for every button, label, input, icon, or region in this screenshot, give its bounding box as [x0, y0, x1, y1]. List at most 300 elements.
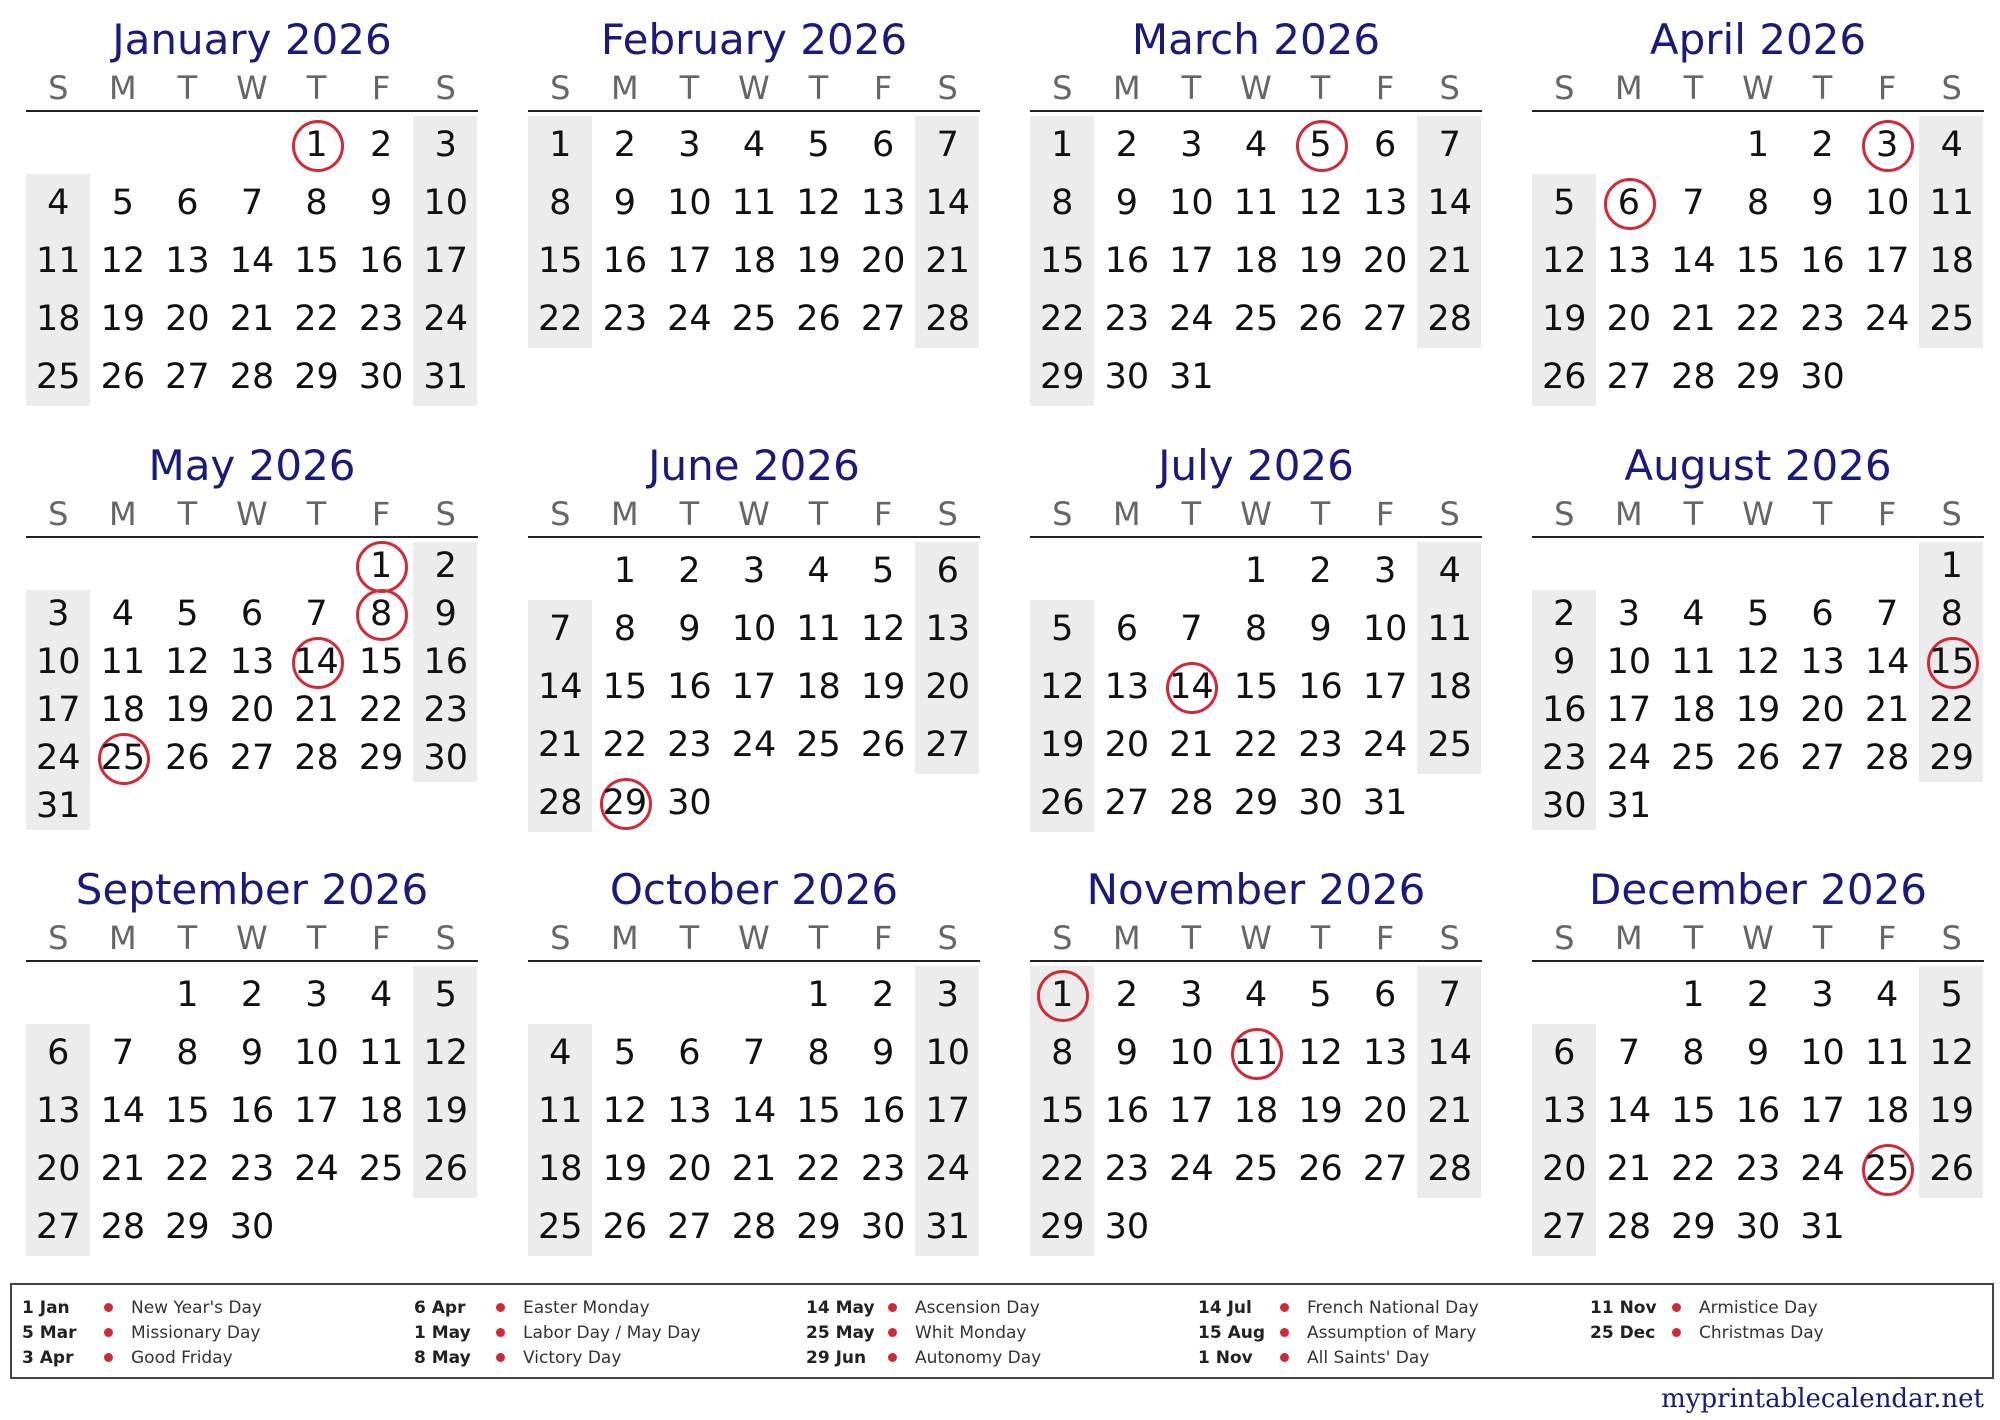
weekday-label: S: [937, 495, 958, 533]
day-number: 5: [1746, 594, 1770, 634]
legend-date: 8 May: [414, 1347, 471, 1368]
day-number: 12: [1542, 241, 1587, 281]
day-number: 23: [1104, 1149, 1150, 1189]
day-number: 25: [1233, 299, 1279, 339]
empty-cell: [1855, 348, 1920, 406]
day-cell: [1661, 966, 1726, 1024]
day-cell: [722, 1024, 787, 1082]
day-cell: [349, 638, 414, 686]
day-number: 8: [1244, 609, 1268, 649]
legend-date: 25 May: [806, 1322, 875, 1343]
day-number: 28: [1427, 1149, 1472, 1189]
day-cell: [1532, 590, 1597, 638]
holiday-day-cell: [1855, 116, 1920, 174]
day-cell: [26, 590, 91, 638]
weekday-label: S: [1439, 69, 1460, 107]
day-cell: [1030, 658, 1095, 716]
day-number: 8: [176, 1033, 199, 1073]
day-number: 24: [731, 725, 777, 765]
empty-cell: [1288, 348, 1353, 406]
day-number: 14: [1427, 183, 1472, 223]
day-cell: [657, 1140, 722, 1198]
day-number: 9: [1746, 1033, 1770, 1073]
day-number: 22: [294, 299, 339, 339]
day-number: 9: [240, 1033, 264, 1073]
day-number: 9: [1309, 609, 1332, 649]
day-number: 21: [1606, 1149, 1652, 1189]
day-number: 24: [925, 1149, 970, 1189]
holiday-day-cell: [1159, 658, 1224, 716]
day-number: 14: [1671, 241, 1716, 281]
month-title: October 2026: [609, 865, 899, 914]
day-cell: [1919, 116, 1984, 174]
day-cell: [851, 1082, 916, 1140]
day-cell: [1288, 1140, 1353, 1198]
legend-holiday-name: Ascension Day: [915, 1297, 1040, 1318]
day-cell: [1224, 1082, 1289, 1140]
day-cell: [1790, 348, 1855, 406]
day-number: 28: [925, 299, 970, 339]
empty-cell: [413, 1198, 478, 1256]
day-number: 1: [369, 546, 393, 586]
day-number: 15: [294, 241, 339, 281]
day-cell: [528, 658, 593, 716]
day-cell: [1790, 1140, 1855, 1198]
bullet-dot-icon: [1672, 1303, 1681, 1312]
day-number: 21: [731, 1149, 777, 1189]
day-number: 27: [860, 299, 906, 339]
day-cell: [220, 348, 285, 406]
day-number: 20: [1542, 1149, 1587, 1189]
day-cell: [1790, 966, 1855, 1024]
day-number: 23: [667, 725, 712, 765]
day-number: 27: [1362, 299, 1408, 339]
day-number: 31: [423, 357, 468, 397]
website-credit[interactable]: myprintablecalendar.net: [1661, 1384, 1984, 1414]
day-cell: [1790, 174, 1855, 232]
day-cell: [220, 686, 285, 734]
day-number: 18: [36, 299, 81, 339]
day-number: 5: [1309, 975, 1332, 1015]
day-number: 14: [731, 1091, 777, 1131]
day-number: 16: [1104, 241, 1150, 281]
empty-cell: [1855, 1198, 1920, 1256]
day-number: 14: [229, 241, 275, 281]
day-number: 9: [678, 609, 701, 649]
day-cell: [1661, 348, 1726, 406]
weekday-label: S: [1554, 495, 1575, 533]
day-number: 1: [176, 975, 199, 1015]
day-number: 25: [1671, 738, 1716, 778]
month-title: May 2026: [148, 441, 356, 490]
day-number: 1: [1051, 975, 1074, 1015]
day-number: 21: [1864, 690, 1910, 730]
day-cell: [284, 1140, 349, 1198]
day-number: 17: [667, 241, 712, 281]
weekday-label: W: [738, 919, 770, 957]
weekday-label: S: [48, 495, 69, 533]
day-cell: [1790, 232, 1855, 290]
day-cell: [1855, 638, 1920, 686]
day-number: 29: [796, 1207, 841, 1247]
day-cell: [657, 290, 722, 348]
day-number: 22: [165, 1149, 210, 1189]
day-cell: [915, 600, 980, 658]
day-cell: [1726, 290, 1791, 348]
day-cell: [722, 600, 787, 658]
day-number: 6: [1617, 183, 1640, 223]
weekday-label: T: [1683, 919, 1704, 957]
holiday-day-cell: [284, 638, 349, 686]
holiday-day-cell: [284, 116, 349, 174]
legend-holiday-name: Autonomy Day: [915, 1347, 1042, 1368]
bullet-dot-icon: [104, 1328, 113, 1337]
day-cell: [91, 1082, 156, 1140]
day-number: 25: [1233, 1149, 1279, 1189]
weekday-header: [1532, 916, 1984, 962]
weekday-label: M: [1615, 495, 1643, 533]
day-number: 21: [1427, 241, 1472, 281]
day-number: 25: [796, 725, 841, 765]
month-9: [26, 864, 478, 1256]
day-cell: [1661, 1024, 1726, 1082]
day-cell: [1030, 1140, 1095, 1198]
empty-cell: [1661, 116, 1726, 174]
day-cell: [1597, 290, 1662, 348]
empty-cell: [220, 542, 285, 590]
day-number: 25: [731, 299, 777, 339]
empty-cell: [26, 116, 91, 174]
day-cell: [349, 174, 414, 232]
empty-cell: [1417, 774, 1482, 832]
day-number: 26: [100, 357, 146, 397]
month-title: July 2026: [1158, 441, 1354, 490]
day-number: 2: [1811, 125, 1834, 165]
legend-date: 3 Apr: [22, 1347, 74, 1368]
month-11: [1030, 864, 1482, 1256]
day-cell: [1661, 638, 1726, 686]
day-cell: [1417, 716, 1482, 774]
day-cell: [915, 1082, 980, 1140]
day-number: 4: [1244, 975, 1268, 1015]
day-cell: [786, 1082, 851, 1140]
weekday-label: M: [1113, 69, 1141, 107]
day-number: 24: [423, 299, 468, 339]
holiday-day-cell: [593, 774, 658, 832]
weekday-label: T: [1812, 495, 1833, 533]
day-number: 19: [423, 1091, 468, 1131]
empty-cell: [1417, 1198, 1482, 1256]
day-number: 26: [1929, 1149, 1974, 1189]
day-cell: [284, 348, 349, 406]
day-cell: [155, 174, 220, 232]
weekday-label: F: [371, 69, 391, 107]
day-cell: [1726, 174, 1791, 232]
day-cell: [722, 174, 787, 232]
day-cell: [851, 290, 916, 348]
day-number: 23: [423, 690, 468, 730]
day-number: 16: [602, 241, 648, 281]
day-cell: [786, 966, 851, 1024]
day-number: 19: [860, 667, 906, 707]
legend-holiday-name: New Year's Day: [131, 1297, 262, 1318]
day-cell: [1919, 542, 1984, 590]
day-number: 4: [1875, 975, 1899, 1015]
weekday-label: F: [1375, 919, 1395, 957]
day-number: 16: [423, 642, 468, 682]
legend-column: [1590, 1295, 1982, 1377]
day-number: 22: [1735, 299, 1781, 339]
weekday-label: S: [435, 69, 456, 107]
day-cell: [1661, 1082, 1726, 1140]
day-number: 29: [165, 1207, 210, 1247]
day-cell: [1224, 174, 1289, 232]
day-number: 13: [1362, 183, 1408, 223]
legend-holiday-name: Labor Day / May Day: [523, 1322, 701, 1343]
day-number: 10: [294, 1033, 339, 1073]
weekday-label: S: [1052, 69, 1073, 107]
day-number: 30: [1104, 357, 1150, 397]
day-number: 17: [731, 667, 777, 707]
day-cell: [1224, 966, 1289, 1024]
day-cell: [1353, 658, 1418, 716]
day-cell: [26, 782, 91, 830]
day-number: 21: [100, 1149, 146, 1189]
day-number: 21: [925, 241, 970, 281]
day-cell: [220, 1024, 285, 1082]
day-number: 22: [796, 1149, 841, 1189]
day-number: 19: [1929, 1091, 1974, 1131]
day-number: 12: [165, 642, 210, 682]
day-number: 13: [1606, 241, 1652, 281]
day-cell: [155, 1024, 220, 1082]
empty-cell: [657, 966, 722, 1024]
day-cell: [593, 116, 658, 174]
day-cell: [1353, 774, 1418, 832]
day-cell: [1417, 116, 1482, 174]
day-cell: [1288, 290, 1353, 348]
day-number: 10: [1169, 1033, 1214, 1073]
day-cell: [155, 966, 220, 1024]
day-number: 17: [36, 690, 81, 730]
weekday-header: [26, 492, 478, 538]
legend-item: [1198, 1295, 1590, 1320]
bullet-dot-icon: [1280, 1353, 1289, 1362]
day-cell: [1726, 734, 1791, 782]
day-number: 1: [1682, 975, 1705, 1015]
day-number: 2: [369, 125, 393, 165]
day-cell: [1661, 232, 1726, 290]
day-number: 14: [1169, 667, 1214, 707]
day-cell: [593, 1140, 658, 1198]
bullet-dot-icon: [1672, 1328, 1681, 1337]
legend-column: [806, 1295, 1198, 1377]
holiday-day-cell: [1224, 1024, 1289, 1082]
day-cell: [1030, 232, 1095, 290]
day-cell: [155, 348, 220, 406]
day-cell: [1030, 1024, 1095, 1082]
weekday-label: S: [1941, 919, 1962, 957]
day-cell: [1159, 116, 1224, 174]
weekday-label: S: [1554, 69, 1575, 107]
month-title: April 2026: [1649, 15, 1867, 64]
bullet-dot-icon: [1280, 1328, 1289, 1337]
day-number: 18: [100, 690, 146, 730]
day-cell: [220, 1082, 285, 1140]
day-cell: [1726, 1024, 1791, 1082]
bullet-dot-icon: [888, 1328, 897, 1337]
holiday-day-cell: [1597, 174, 1662, 232]
day-cell: [1597, 734, 1662, 782]
day-cell: [413, 686, 478, 734]
day-number: 22: [1233, 725, 1279, 765]
day-number: 27: [1800, 738, 1845, 778]
day-cell: [1726, 1082, 1791, 1140]
day-number: 16: [1298, 667, 1343, 707]
day-number: 2: [1115, 125, 1138, 165]
weekday-label: S: [1941, 69, 1962, 107]
day-number: 2: [1746, 975, 1770, 1015]
day-cell: [1855, 734, 1920, 782]
day-cell: [1095, 1198, 1160, 1256]
weekday-header: [1030, 492, 1482, 538]
day-cell: [349, 290, 414, 348]
empty-cell: [413, 782, 478, 830]
day-number: 11: [358, 1033, 404, 1073]
day-number: 20: [925, 667, 970, 707]
day-cell: [915, 966, 980, 1024]
empty-cell: [91, 966, 156, 1024]
day-cell: [528, 716, 593, 774]
day-number: 14: [538, 667, 583, 707]
day-number: 16: [667, 667, 712, 707]
day-cell: [413, 232, 478, 290]
month-days: [1030, 542, 1482, 832]
day-number: 6: [1115, 609, 1138, 649]
day-number: 19: [1298, 1091, 1343, 1131]
day-cell: [1726, 686, 1791, 734]
day-number: 28: [229, 357, 275, 397]
empty-cell: [155, 782, 220, 830]
day-number: 19: [1735, 690, 1781, 730]
day-cell: [1597, 638, 1662, 686]
day-number: 7: [742, 1033, 766, 1073]
day-number: 10: [1169, 183, 1214, 223]
day-cell: [1855, 232, 1920, 290]
month-title: August 2026: [1624, 441, 1892, 490]
day-number: 8: [549, 183, 572, 223]
day-number: 16: [1104, 1091, 1150, 1131]
holiday-day-cell: [1288, 116, 1353, 174]
empty-cell: [1855, 542, 1920, 590]
weekday-label: M: [109, 69, 137, 107]
day-cell: [1726, 116, 1791, 174]
day-cell: [1159, 774, 1224, 832]
day-cell: [1159, 1140, 1224, 1198]
day-number: 4: [1940, 125, 1963, 165]
day-number: 23: [1542, 738, 1587, 778]
weekday-label: F: [371, 919, 391, 957]
day-cell: [1597, 590, 1662, 638]
day-cell: [1095, 1082, 1160, 1140]
day-number: 27: [667, 1207, 712, 1247]
weekday-label: T: [1812, 69, 1833, 107]
day-cell: [1417, 290, 1482, 348]
day-cell: [1224, 774, 1289, 832]
day-number: 5: [1051, 609, 1074, 649]
day-cell: [1159, 232, 1224, 290]
day-number: 18: [1929, 241, 1974, 281]
empty-cell: [1790, 782, 1855, 830]
day-number: 2: [1115, 975, 1138, 1015]
day-number: 4: [742, 125, 766, 165]
day-number: 1: [807, 975, 830, 1015]
day-cell: [155, 232, 220, 290]
day-number: 7: [305, 594, 328, 634]
day-number: 29: [1929, 738, 1974, 778]
day-cell: [26, 734, 91, 782]
day-cell: [528, 774, 593, 832]
day-number: 6: [871, 125, 895, 165]
day-cell: [1855, 174, 1920, 232]
day-cell: [1288, 658, 1353, 716]
day-number: 4: [1682, 594, 1705, 634]
day-cell: [1532, 174, 1597, 232]
bullet-dot-icon: [496, 1328, 505, 1337]
weekday-header: [1532, 66, 1984, 112]
weekday-label: S: [937, 919, 958, 957]
day-number: 17: [1362, 667, 1408, 707]
weekday-label: W: [738, 495, 770, 533]
day-cell: [1726, 1140, 1791, 1198]
day-cell: [26, 174, 91, 232]
day-cell: [786, 542, 851, 600]
day-cell: [786, 116, 851, 174]
day-cell: [657, 774, 722, 832]
day-number: 22: [602, 725, 648, 765]
day-cell: [220, 638, 285, 686]
day-number: 1: [305, 125, 328, 165]
day-number: 14: [1606, 1091, 1652, 1131]
day-cell: [91, 1198, 156, 1256]
month-days: [1030, 116, 1482, 406]
empty-cell: [1597, 966, 1662, 1024]
day-number: 22: [538, 299, 583, 339]
weekday-label: T: [306, 495, 327, 533]
legend-date: 1 May: [414, 1322, 471, 1343]
day-number: 6: [176, 183, 199, 223]
day-number: 23: [1298, 725, 1343, 765]
weekday-label: S: [1052, 495, 1073, 533]
day-cell: [1159, 600, 1224, 658]
weekday-label: F: [1877, 495, 1897, 533]
day-cell: [1661, 1198, 1726, 1256]
empty-cell: [1726, 782, 1791, 830]
weekday-label: T: [306, 919, 327, 957]
day-number: 26: [1040, 783, 1085, 823]
day-number: 29: [358, 738, 404, 778]
legend-holiday-name: Assumption of Mary: [1307, 1322, 1477, 1343]
day-number: 21: [1671, 299, 1716, 339]
day-cell: [528, 1024, 593, 1082]
day-number: 28: [1169, 783, 1214, 823]
day-cell: [1661, 174, 1726, 232]
day-cell: [1159, 290, 1224, 348]
day-cell: [1030, 116, 1095, 174]
weekday-label: M: [611, 495, 639, 533]
legend-date: 1 Jan: [22, 1297, 70, 1318]
empty-cell: [1661, 782, 1726, 830]
